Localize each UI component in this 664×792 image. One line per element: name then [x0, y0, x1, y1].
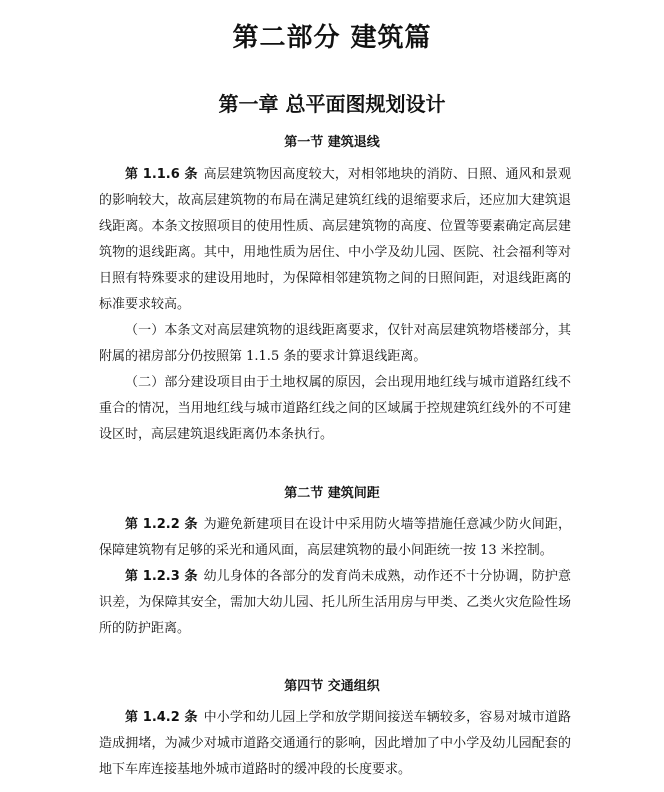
clause-number: 第 1.2.3 条 — [125, 569, 198, 584]
clause-paragraph — [99, 318, 571, 370]
clause-text: （二）部分建设项目由于土地权属的原因，会出现用地红线与城市道路红线不重合的情况，当用地红线与城市道路红线之间的区域属于控规建筑红线外的不可建设区时，高层建筑退线距离仍本条执行。 — [99, 375, 571, 442]
clause-text: 高层建筑物因高度较大，对相邻地块的消防、日照、通风和景观的影响较大，故高层建筑物的布局在满足建筑红线的退缩要求后，还应加大建筑退线距离。本条文按照项目的使用性质、高层建筑物的高度、位置等要素确定高层建筑物的退线距离。其中，用地性质为居住、中小学及幼儿园、医院、社会福利等对日照有特殊要求的建设用地时，为保障相邻建筑物之间的日照间距，对退线距离的标准要求较高。 — [99, 167, 571, 312]
part-title: 第二部分 建筑篇 — [232, 23, 432, 53]
clause-paragraph — [99, 512, 571, 564]
clause-number: 第 1.1.6 条 — [125, 167, 198, 182]
clause-number: 第 1.4.2 条 — [125, 710, 198, 725]
clause-text: 为避免新建项目在设计中采用防火墙等措施任意减少防火间距，保障建筑物有足够的采光和通风面，高层建筑物的最小间距统一按 13 米控制。 — [99, 517, 571, 558]
clause-paragraph — [99, 162, 571, 318]
section-title: 第二节 建筑间距 — [284, 486, 380, 501]
chapter-title: 第一章 总平面图规划设计 — [218, 92, 446, 116]
clause-paragraph — [99, 705, 571, 783]
section-title: 第四节 交通组织 — [284, 679, 380, 694]
clause-text: 幼儿身体的各部分的发育尚未成熟，动作还不十分协调，防护意识差，为保障其安全，需加大幼儿园、托儿所生活用房与甲类、乙类火灾危险性场所的防护距离。 — [99, 569, 571, 636]
clause-number: 第 1.2.2 条 — [125, 517, 198, 532]
clause-paragraph — [99, 370, 571, 448]
clause-text: （一）本条文对高层建筑物的退线距离要求，仅针对高层建筑物塔楼部分，其附属的裙房部分仍按照第 1.1.5 条的要求计算退线距离。 — [99, 323, 571, 364]
clause-paragraph — [99, 564, 571, 642]
section-title: 第一节 建筑退线 — [284, 135, 380, 150]
clause-text: 中小学和幼儿园上学和放学期间接送车辆较多，容易对城市道路造成拥堵，为减少对城市道路交通通行的影响，因此增加了中小学及幼儿园配套的地下车库连接基地外城市道路时的缓冲段的长度要求。 — [99, 710, 571, 777]
